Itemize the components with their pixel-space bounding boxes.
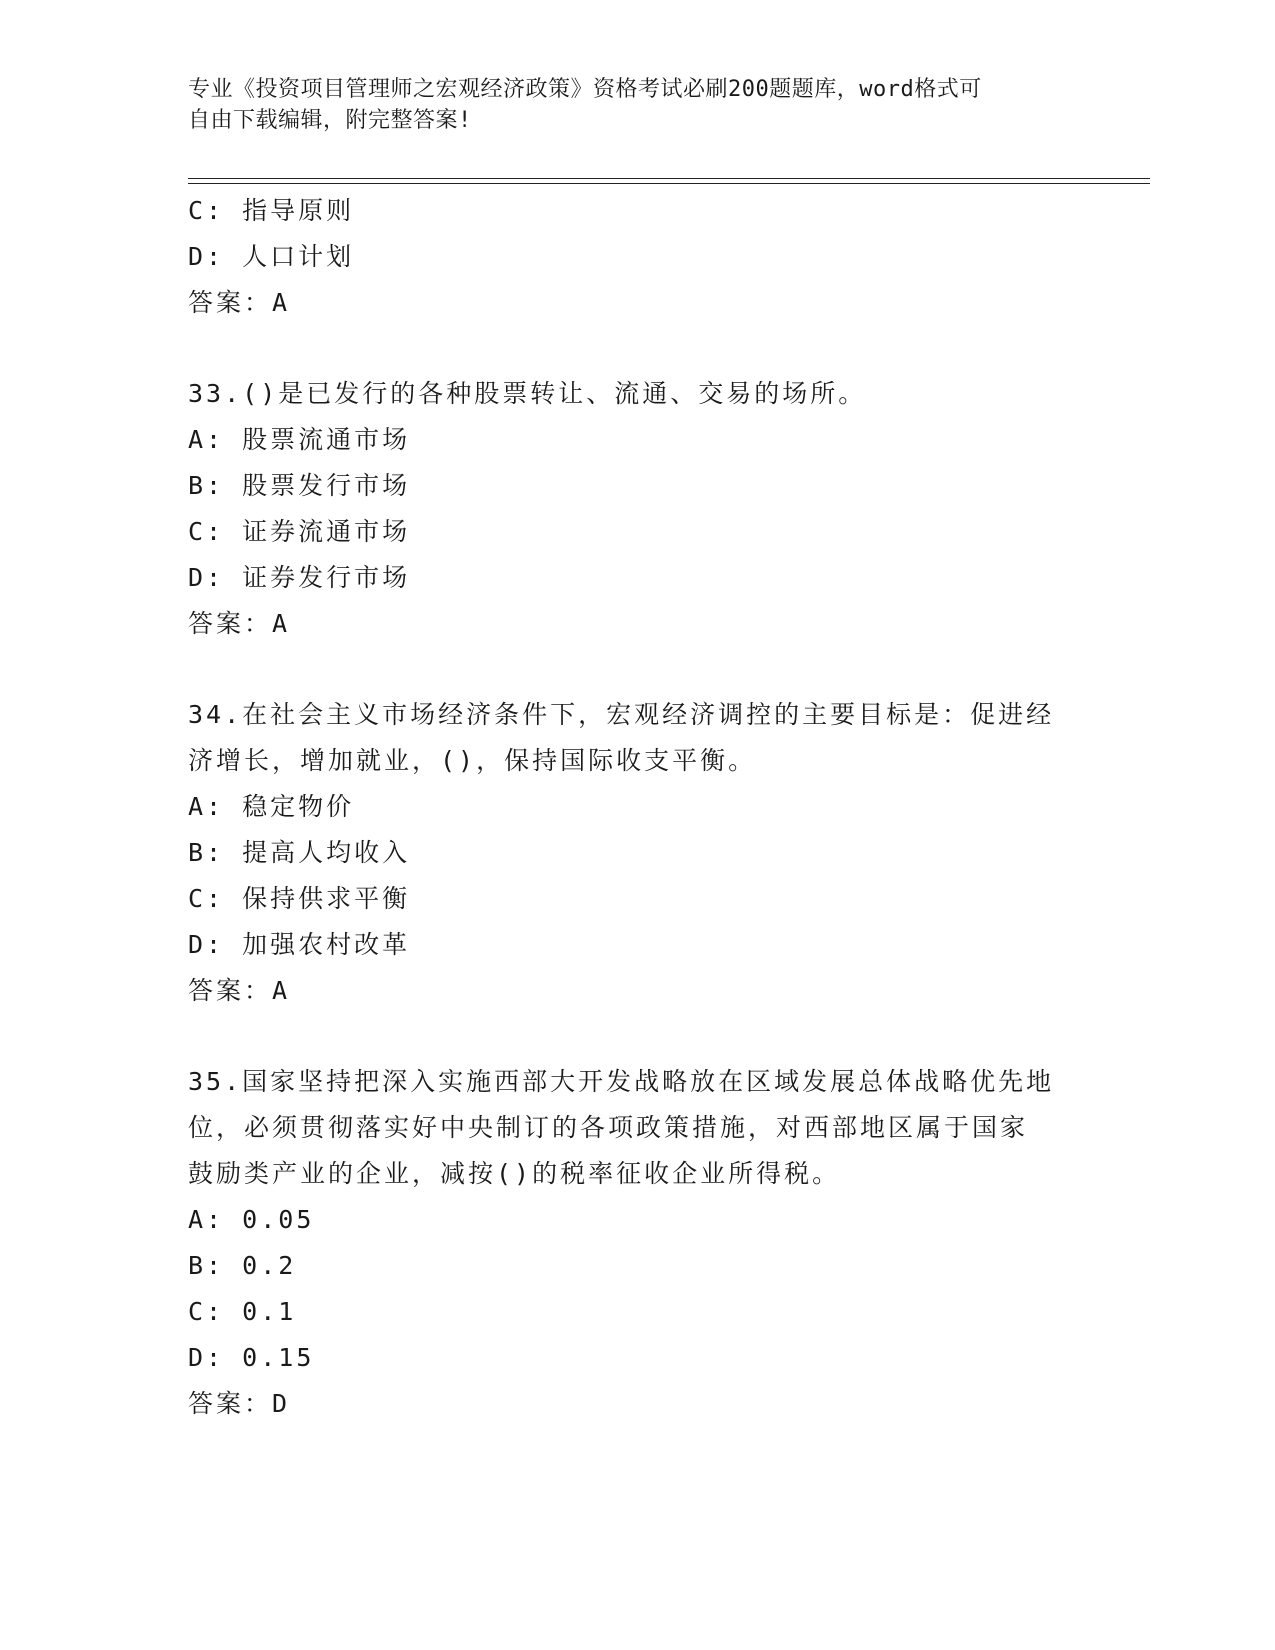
answer-value: A xyxy=(272,288,290,317)
option-key: D: xyxy=(188,563,225,592)
option-key: A: xyxy=(188,425,225,454)
option-line xyxy=(188,1243,1088,1289)
question-stem: 33.()是已发行的各种股票转让、流通、交易的场所。 xyxy=(188,379,867,408)
option-line xyxy=(188,830,1088,876)
question-block xyxy=(188,692,1088,1014)
option-line xyxy=(188,876,1088,922)
option-key: C: xyxy=(188,1297,225,1326)
option-text: 股票发行市场 xyxy=(242,471,411,500)
option-key: B: xyxy=(188,471,225,500)
option-line xyxy=(188,922,1088,968)
option-key: D: xyxy=(188,242,225,271)
option-text: 加强农村改革 xyxy=(242,930,411,959)
option-line xyxy=(188,1197,1088,1243)
option-text: 提高人均收入 xyxy=(242,838,411,867)
option-text: 股票流通市场 xyxy=(242,425,411,454)
answer-value: D xyxy=(272,1389,290,1418)
option-key: C: xyxy=(188,196,225,225)
option-line xyxy=(188,509,1088,555)
option-text: 0.15 xyxy=(242,1343,315,1372)
option-text: 指导原则 xyxy=(242,196,355,225)
option-text: 保持供求平衡 xyxy=(242,884,411,913)
option-line xyxy=(188,784,1088,830)
header-divider-thick xyxy=(188,178,1150,179)
option-key: C: xyxy=(188,517,225,546)
answer-label: 答案： xyxy=(188,976,273,1005)
answer-line xyxy=(188,280,1088,326)
option-text: 证券流通市场 xyxy=(242,517,411,546)
question-stem: 位，必须贯彻落实好中央制订的各项政策措施，对西部地区属于国家 xyxy=(188,1113,1029,1142)
answer-label: 答案： xyxy=(188,288,273,317)
option-text: 0.1 xyxy=(242,1297,297,1326)
answer-line xyxy=(188,601,1088,647)
option-text: 0.05 xyxy=(242,1205,315,1234)
question-stem: 35.国家坚持把深入实施西部大开发战略放在区域发展总体战略优先地 xyxy=(188,1067,1055,1096)
header-line-2: 自由下载编辑，附完整答案! xyxy=(188,108,472,133)
option-key: B: xyxy=(188,838,225,867)
option-text: 人口计划 xyxy=(242,242,355,271)
answer-label: 答案： xyxy=(188,609,273,638)
option-line xyxy=(188,188,1088,234)
question-stem: 鼓励类产业的企业，减按()的税率征收企业所得税。 xyxy=(188,1159,841,1188)
option-line xyxy=(188,555,1088,601)
answer-line xyxy=(188,1381,1088,1427)
question-block xyxy=(188,371,1088,647)
question-stem: 34.在社会主义市场经济条件下，宏观经济调控的主要目标是：促进经 xyxy=(188,700,1055,729)
option-key: B: xyxy=(188,1251,225,1280)
option-line xyxy=(188,417,1088,463)
option-line xyxy=(188,463,1088,509)
option-line xyxy=(188,1335,1088,1381)
option-line xyxy=(188,1289,1088,1335)
prev-question-block xyxy=(188,188,1088,326)
option-line xyxy=(188,234,1088,280)
header-line-1: 专业《投资项目管理师之宏观经济政策》资格考试必刷200题题库，word格式可 xyxy=(188,77,982,102)
option-key: A: xyxy=(188,1205,225,1234)
answer-value: A xyxy=(272,609,290,638)
option-text: 稳定物价 xyxy=(242,792,355,821)
option-key: D: xyxy=(188,930,225,959)
option-key: C: xyxy=(188,884,225,913)
question-block xyxy=(188,1059,1088,1427)
option-text: 证券发行市场 xyxy=(242,563,411,592)
option-key: D: xyxy=(188,1343,225,1372)
question-content xyxy=(188,188,1088,1427)
header-divider-thin xyxy=(188,183,1150,184)
option-key: A: xyxy=(188,792,225,821)
question-stem: 济增长，增加就业，()，保持国际收支平衡。 xyxy=(188,746,757,775)
option-text: 0.2 xyxy=(242,1251,297,1280)
answer-label: 答案： xyxy=(188,1389,273,1418)
answer-line xyxy=(188,968,1088,1014)
document-header xyxy=(188,74,1068,136)
answer-value: A xyxy=(272,976,290,1005)
